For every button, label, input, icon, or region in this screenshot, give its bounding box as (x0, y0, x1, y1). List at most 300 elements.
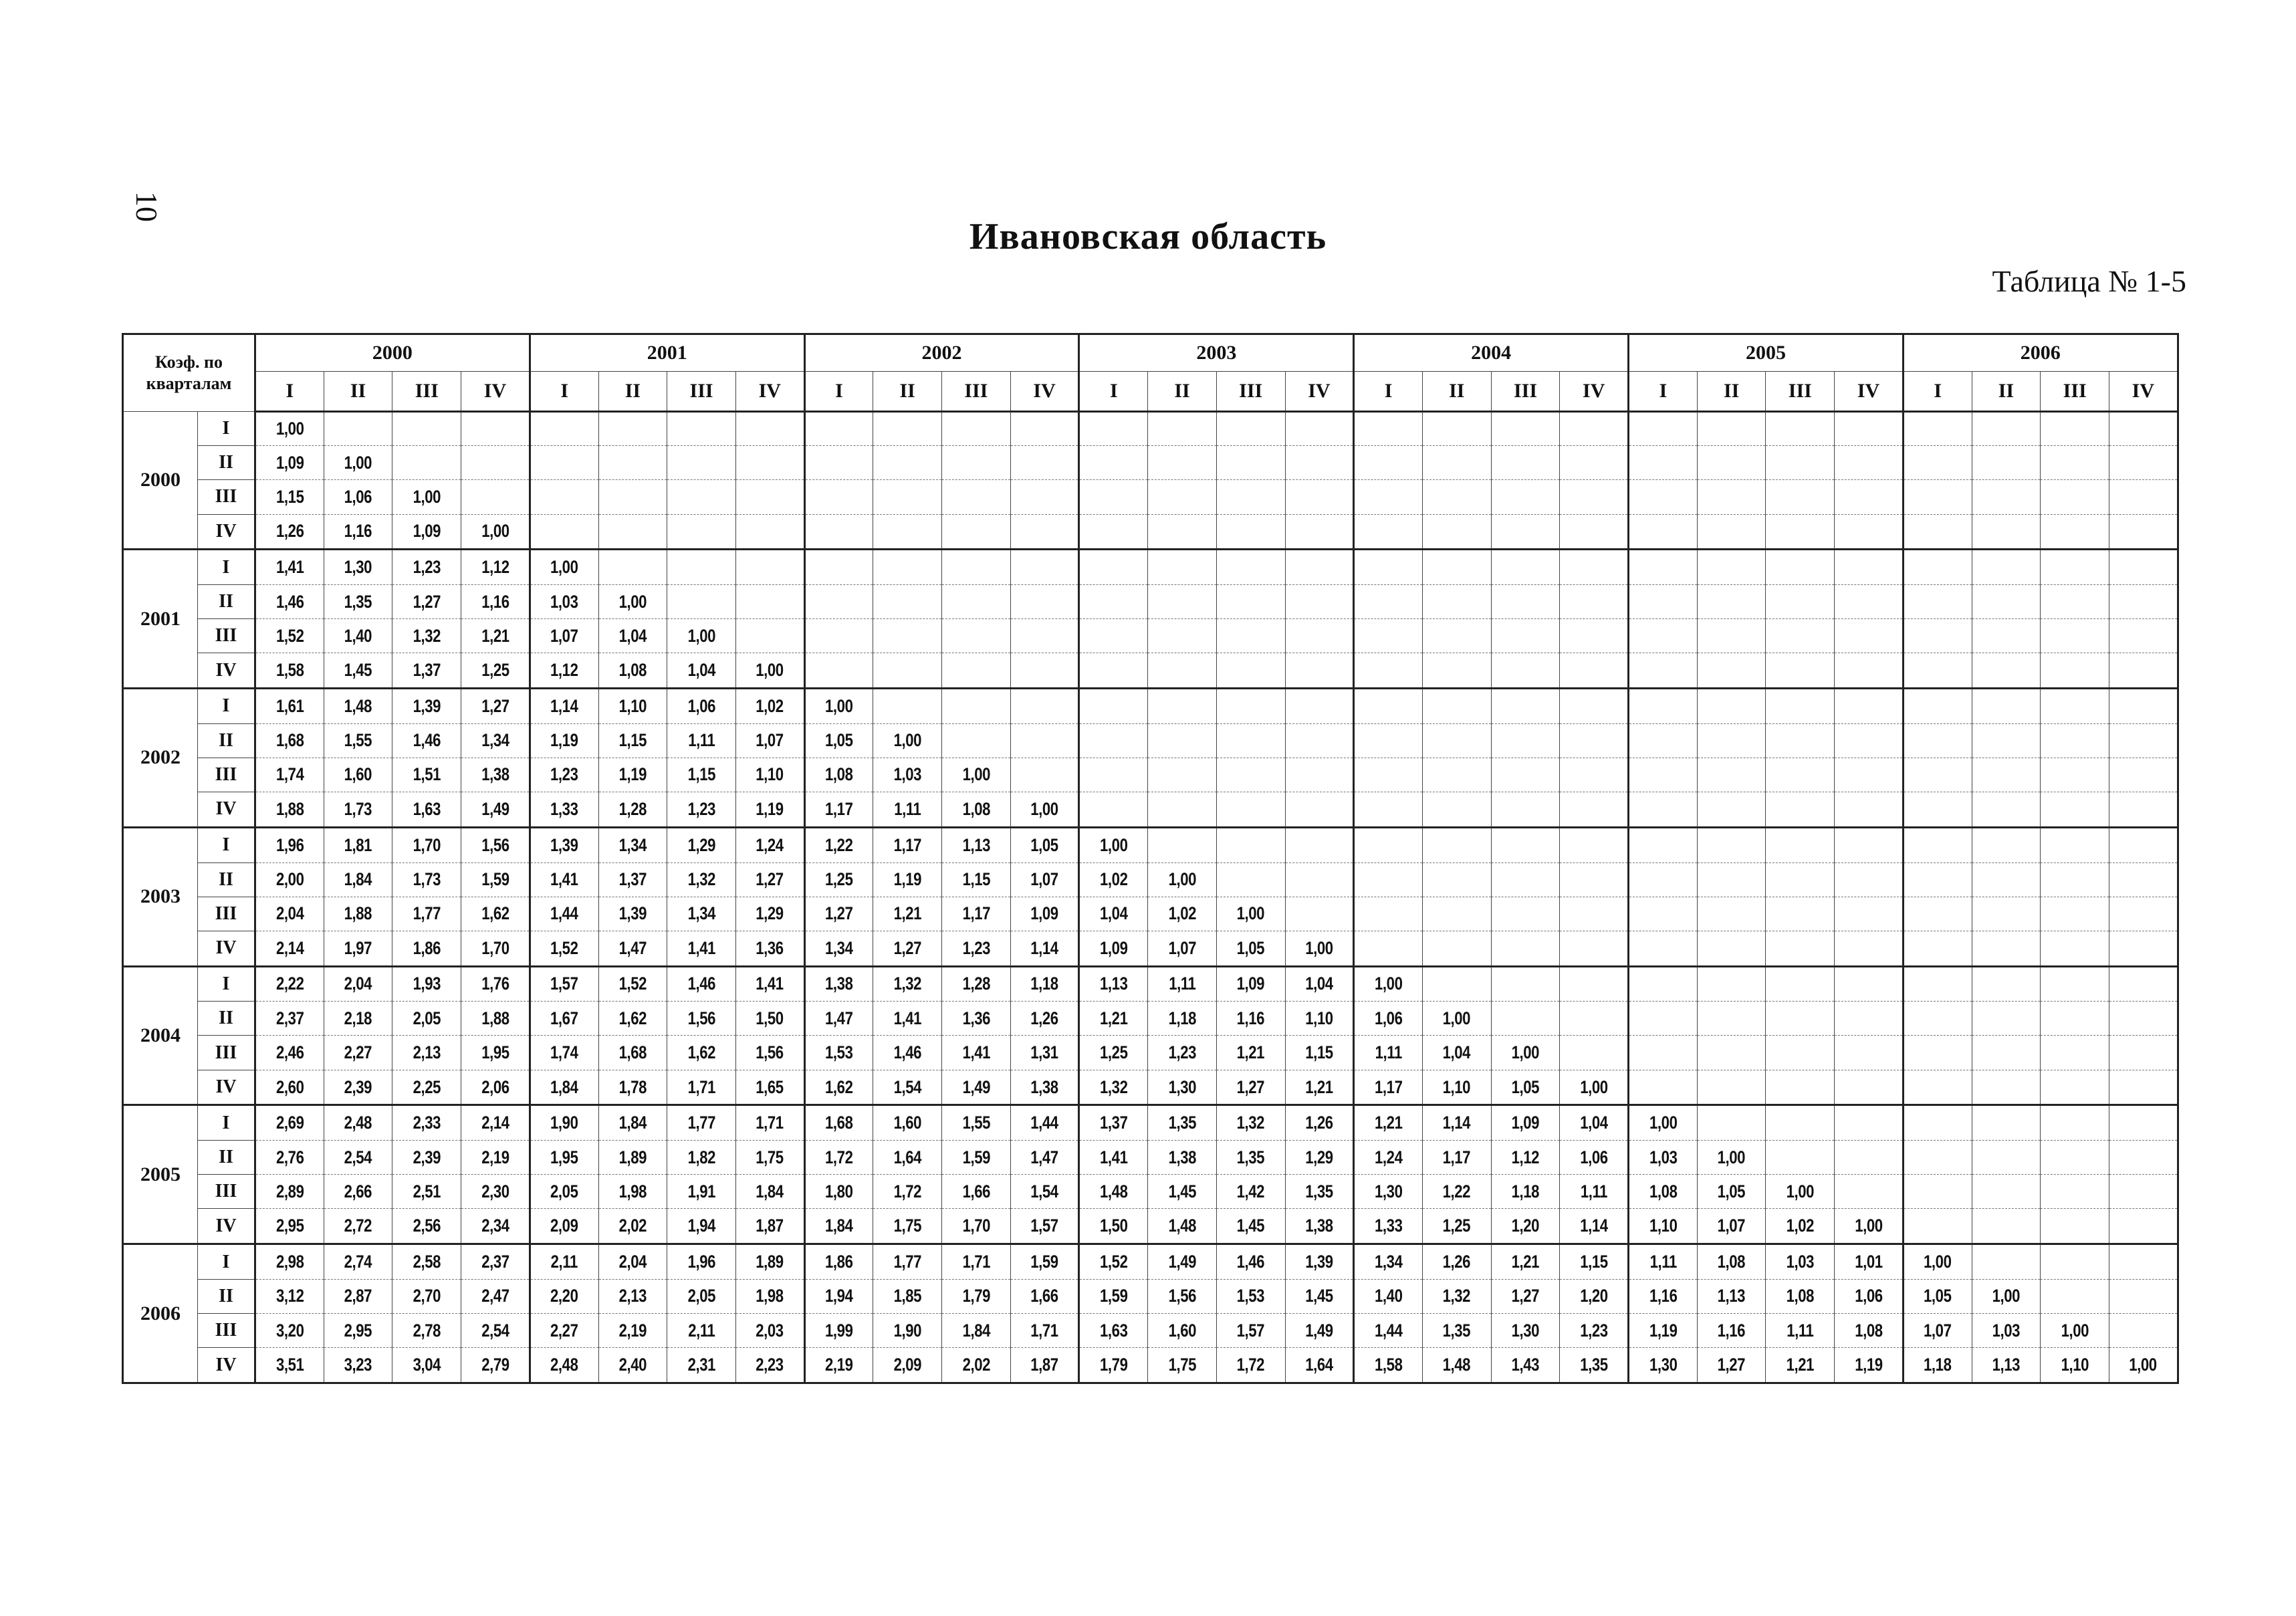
empty-cell (735, 480, 804, 514)
coefficient-cell: 1,36 (948, 1002, 1004, 1036)
empty-cell (1903, 1002, 1972, 1036)
coefficient-cell: 1,17 (810, 792, 867, 828)
coefficient-table (122, 333, 2179, 1384)
empty-cell (1903, 1036, 1972, 1070)
empty-cell (1216, 653, 1285, 689)
coefficient-cell: 1,45 (330, 653, 386, 689)
empty-cell (530, 480, 598, 514)
coefficient-cell: 2,37 (467, 1244, 524, 1280)
empty-cell (2109, 619, 2178, 653)
table-row (123, 1036, 2178, 1070)
empty-cell (392, 446, 461, 480)
empty-cell (2041, 862, 2109, 897)
coefficient-cell: 1,61 (261, 689, 318, 724)
row-quarter-label: II (198, 862, 255, 897)
coefficient-cell: 1,38 (467, 758, 524, 792)
empty-cell (1010, 412, 1079, 446)
row-quarter-label: IV (198, 1070, 255, 1105)
column-quarter-header: IV (1560, 372, 1629, 412)
empty-cell (1972, 619, 2041, 653)
coefficient-cell: 1,15 (1566, 1244, 1622, 1280)
coefficient-cell: 1,27 (1704, 1348, 1760, 1383)
coefficient-cell: 2,30 (467, 1175, 524, 1209)
column-year-header: 2006 (1903, 334, 2178, 372)
coefficient-cell: 2,48 (330, 1105, 386, 1141)
coefficient-cell: 1,11 (1360, 1036, 1416, 1070)
column-quarter-header: IV (735, 372, 804, 412)
empty-cell (1766, 550, 1835, 585)
empty-cell (1354, 897, 1423, 931)
coefficient-cell: 1,21 (1772, 1348, 1828, 1383)
coefficient-cell: 1,46 (261, 584, 318, 618)
coefficient-cell: 1,56 (673, 1002, 729, 1036)
coefficient-cell: 1,96 (261, 827, 318, 862)
empty-cell (804, 584, 873, 618)
coefficient-cell: 1,29 (1291, 1141, 1347, 1175)
empty-cell (2109, 653, 2178, 689)
coefficient-cell: 1,31 (1016, 1036, 1072, 1070)
empty-cell (2041, 1175, 2109, 1209)
coefficient-cell: 3,04 (398, 1348, 455, 1383)
coefficient-cell: 1,50 (742, 1002, 798, 1036)
coefficient-cell: 2,09 (536, 1209, 592, 1244)
coefficient-cell: 1,73 (398, 862, 455, 897)
empty-cell (1972, 1209, 2041, 1244)
empty-cell (1216, 480, 1285, 514)
empty-cell (1835, 931, 1904, 966)
coefficient-cell: 1,49 (1154, 1244, 1210, 1280)
empty-cell (1148, 446, 1217, 480)
coefficient-cell: 1,98 (604, 1175, 661, 1209)
empty-cell (2109, 862, 2178, 897)
empty-cell (1216, 446, 1285, 480)
empty-cell (2041, 1070, 2109, 1105)
empty-cell (1285, 446, 1354, 480)
coefficient-cell: 1,55 (330, 723, 386, 758)
column-quarter-header: II (1148, 372, 1217, 412)
coefficient-cell: 2,51 (398, 1175, 455, 1209)
coefficient-cell: 1,00 (1704, 1141, 1760, 1175)
coefficient-cell: 1,00 (1635, 1105, 1691, 1141)
empty-cell (1972, 1002, 2041, 1036)
empty-cell (1835, 412, 1904, 446)
coefficient-cell: 1,82 (673, 1141, 729, 1175)
empty-cell (1766, 514, 1835, 550)
empty-cell (1766, 862, 1835, 897)
row-year-label: 2000 (123, 412, 198, 550)
empty-cell (1835, 480, 1904, 514)
coefficient-cell: 1,00 (604, 584, 661, 618)
coefficient-cell: 1,32 (1223, 1105, 1279, 1141)
empty-cell (2041, 480, 2109, 514)
empty-cell (1972, 827, 2041, 862)
empty-cell (1629, 619, 1698, 653)
empty-cell (1629, 480, 1698, 514)
empty-cell (1491, 758, 1560, 792)
row-year-label: 2005 (123, 1105, 198, 1244)
coefficient-cell: 1,29 (742, 897, 798, 931)
coefficient-cell: 2,19 (604, 1314, 661, 1348)
coefficient-cell: 1,19 (604, 758, 661, 792)
coefficient-cell: 1,00 (536, 550, 592, 585)
coefficient-cell: 1,64 (879, 1141, 935, 1175)
coefficient-cell: 2,02 (948, 1348, 1004, 1383)
empty-cell (735, 550, 804, 585)
coefficient-cell: 1,62 (810, 1070, 867, 1105)
coefficient-cell: 1,16 (467, 584, 524, 618)
empty-cell (667, 446, 736, 480)
coefficient-cell: 1,41 (261, 550, 318, 585)
empty-cell (2109, 1314, 2178, 1348)
coefficient-cell: 2,46 (261, 1036, 318, 1070)
empty-cell (1354, 758, 1423, 792)
coefficient-cell: 2,39 (398, 1141, 455, 1175)
coefficient-cell: 1,23 (1154, 1036, 1210, 1070)
row-quarter-label: II (198, 1002, 255, 1036)
row-year-label: 2004 (123, 966, 198, 1105)
coefficient-cell: 1,39 (398, 689, 455, 724)
coefficient-cell: 1,37 (604, 862, 661, 897)
coefficient-cell: 2,72 (330, 1209, 386, 1244)
header-quarters-row (123, 372, 2178, 412)
coefficient-cell: 1,14 (1429, 1105, 1485, 1141)
empty-cell (1422, 723, 1491, 758)
header-years-row (123, 334, 2178, 372)
empty-cell (1285, 862, 1354, 897)
empty-cell (1903, 1105, 1972, 1141)
coefficient-cell: 1,81 (330, 827, 386, 862)
coefficient-cell: 1,64 (1291, 1348, 1347, 1383)
empty-cell (1216, 862, 1285, 897)
empty-cell (1903, 1070, 1972, 1105)
coefficient-cell: 1,68 (810, 1105, 867, 1141)
empty-cell (1079, 689, 1148, 724)
empty-cell (735, 446, 804, 480)
coefficient-cell: 2,11 (536, 1244, 592, 1280)
coefficient-cell: 1,20 (1566, 1279, 1622, 1313)
coefficient-cell: 1,00 (1291, 931, 1347, 966)
empty-cell (1354, 689, 1423, 724)
column-quarter-header: III (942, 372, 1011, 412)
coefficient-cell: 1,41 (536, 862, 592, 897)
empty-cell (804, 619, 873, 653)
table-row (123, 1141, 2178, 1175)
table-row (123, 723, 2178, 758)
empty-cell (1285, 550, 1354, 585)
empty-cell (1560, 792, 1629, 828)
coefficient-cell: 2,05 (536, 1175, 592, 1209)
coefficient-cell: 2,03 (742, 1314, 798, 1348)
coefficient-cell: 1,08 (604, 653, 661, 689)
table-row (123, 1175, 2178, 1209)
coefficient-cell: 1,54 (1016, 1175, 1072, 1209)
empty-cell (1285, 619, 1354, 653)
coefficient-cell: 1,00 (1360, 966, 1416, 1002)
coefficient-cell: 1,13 (1978, 1348, 2034, 1383)
coefficient-cell: 1,00 (1085, 827, 1141, 862)
coefficient-cell: 1,20 (1497, 1209, 1553, 1244)
coefficient-cell: 1,35 (1566, 1348, 1622, 1383)
coefficient-cell: 1,98 (742, 1279, 798, 1313)
coefficient-cell: 1,09 (261, 446, 318, 480)
row-year-label: 2003 (123, 827, 198, 966)
coefficient-cell: 1,68 (604, 1036, 661, 1070)
coefficient-cell: 1,40 (330, 619, 386, 653)
empty-cell (1560, 480, 1629, 514)
empty-cell (1491, 723, 1560, 758)
coefficient-cell: 1,36 (742, 931, 798, 966)
empty-cell (2041, 689, 2109, 724)
coefficient-cell: 2,56 (398, 1209, 455, 1244)
empty-cell (1148, 584, 1217, 618)
coefficient-cell: 1,09 (1223, 966, 1279, 1002)
table-row (123, 1209, 2178, 1244)
empty-cell (1697, 1105, 1766, 1141)
coefficient-cell: 1,17 (1429, 1141, 1485, 1175)
empty-cell (804, 514, 873, 550)
coefficient-cell: 1,39 (1291, 1244, 1347, 1280)
coefficient-cell: 1,41 (879, 1002, 935, 1036)
empty-cell (1972, 1141, 2041, 1175)
coefficient-cell: 1,80 (810, 1175, 867, 1209)
empty-cell (1903, 792, 1972, 828)
coefficient-cell: 2,40 (604, 1348, 661, 1383)
empty-cell (1972, 897, 2041, 931)
empty-cell (1079, 723, 1148, 758)
empty-cell (1422, 689, 1491, 724)
empty-cell (1766, 897, 1835, 931)
coefficient-cell: 1,08 (1704, 1244, 1760, 1280)
empty-cell (1835, 758, 1904, 792)
empty-cell (1422, 792, 1491, 828)
coefficient-cell: 1,13 (948, 827, 1004, 862)
empty-cell (2109, 1002, 2178, 1036)
empty-cell (1903, 480, 1972, 514)
coefficient-cell: 1,58 (261, 653, 318, 689)
coefficient-cell: 1,11 (1566, 1175, 1622, 1209)
coefficient-cell: 1,30 (1635, 1348, 1691, 1383)
empty-cell (873, 446, 942, 480)
empty-cell (1560, 619, 1629, 653)
empty-cell (667, 514, 736, 550)
column-quarter-header: I (1079, 372, 1148, 412)
coefficient-cell: 1,10 (1291, 1002, 1347, 1036)
coefficient-cell: 1,24 (742, 827, 798, 862)
coefficient-cell: 1,34 (604, 827, 661, 862)
empty-cell (1216, 550, 1285, 585)
table-row (123, 966, 2178, 1002)
coefficient-cell: 1,46 (398, 723, 455, 758)
coefficient-cell: 2,00 (261, 862, 318, 897)
coefficient-cell: 2,11 (673, 1314, 729, 1348)
coefficient-cell: 1,79 (1085, 1348, 1141, 1383)
empty-cell (1903, 1209, 1972, 1244)
coefficient-cell: 1,35 (1154, 1105, 1210, 1141)
table-row (123, 897, 2178, 931)
empty-cell (1491, 653, 1560, 689)
coefficient-cell: 1,41 (1085, 1141, 1141, 1175)
coefficient-cell: 1,79 (948, 1279, 1004, 1313)
empty-cell (1835, 966, 1904, 1002)
coefficient-cell: 1,30 (1154, 1070, 1210, 1105)
coefficient-cell: 1,48 (1154, 1209, 1210, 1244)
empty-cell (1560, 550, 1629, 585)
coefficient-cell: 1,52 (1085, 1244, 1141, 1280)
empty-cell (1972, 1244, 2041, 1280)
coefficient-cell: 1,02 (1085, 862, 1141, 897)
coefficient-cell: 2,89 (261, 1175, 318, 1209)
empty-cell (1972, 689, 2041, 724)
empty-cell (2041, 723, 2109, 758)
column-quarter-header: III (392, 372, 461, 412)
empty-cell (1903, 446, 1972, 480)
coefficient-cell: 1,78 (604, 1070, 661, 1105)
empty-cell (1285, 827, 1354, 862)
empty-cell (1972, 480, 2041, 514)
coefficient-cell: 1,19 (536, 723, 592, 758)
empty-cell (1903, 723, 1972, 758)
empty-cell (1903, 862, 1972, 897)
coefficient-cell: 1,41 (948, 1036, 1004, 1070)
empty-cell (1560, 689, 1629, 724)
empty-cell (1903, 1175, 1972, 1209)
empty-cell (1079, 653, 1148, 689)
row-quarter-label: IV (198, 1348, 255, 1383)
coefficient-cell: 2,19 (467, 1141, 524, 1175)
row-quarter-label: I (198, 412, 255, 446)
row-quarter-label: II (198, 723, 255, 758)
coefficient-cell: 1,16 (330, 514, 386, 550)
empty-cell (1629, 966, 1698, 1002)
empty-cell (1216, 758, 1285, 792)
coefficient-cell: 1,05 (810, 723, 867, 758)
coefficient-cell: 1,89 (742, 1244, 798, 1280)
coefficient-cell: 1,07 (742, 723, 798, 758)
empty-cell (1697, 1002, 1766, 1036)
empty-cell (942, 584, 1011, 618)
coefficient-cell: 1,88 (261, 792, 318, 828)
empty-cell (1285, 584, 1354, 618)
row-year-label: 2002 (123, 689, 198, 828)
empty-cell (1010, 480, 1079, 514)
table-row (123, 1279, 2178, 1313)
coefficient-cell: 2,13 (398, 1036, 455, 1070)
empty-cell (1216, 723, 1285, 758)
empty-cell (1766, 1105, 1835, 1141)
coefficient-cell: 1,26 (1291, 1105, 1347, 1141)
coefficient-cell: 3,51 (261, 1348, 318, 1383)
coefficient-cell: 1,89 (604, 1141, 661, 1175)
coefficient-cell: 1,30 (1497, 1314, 1553, 1348)
empty-cell (1697, 1070, 1766, 1105)
row-year-label: 2001 (123, 550, 198, 689)
row-year-label: 2006 (123, 1244, 198, 1383)
empty-cell (1010, 619, 1079, 653)
coefficient-cell: 1,71 (948, 1244, 1004, 1280)
empty-cell (2109, 1175, 2178, 1209)
empty-cell (461, 480, 530, 514)
empty-cell (1560, 412, 1629, 446)
coefficient-cell: 2,79 (467, 1348, 524, 1383)
coefficient-cell: 1,44 (1016, 1105, 1072, 1141)
empty-cell (1903, 966, 1972, 1002)
row-quarter-label: I (198, 1105, 255, 1141)
empty-cell (1697, 966, 1766, 1002)
empty-cell (2109, 1036, 2178, 1070)
empty-cell (1079, 619, 1148, 653)
empty-cell (461, 412, 530, 446)
empty-cell (1560, 966, 1629, 1002)
empty-cell (1148, 723, 1217, 758)
empty-cell (598, 480, 667, 514)
coefficient-cell: 1,00 (673, 619, 729, 653)
empty-cell (1697, 653, 1766, 689)
row-quarter-label: III (198, 1175, 255, 1209)
coefficient-cell: 1,49 (948, 1070, 1004, 1105)
empty-cell (1766, 827, 1835, 862)
coefficient-cell: 2,13 (604, 1279, 661, 1313)
empty-cell (1972, 723, 2041, 758)
empty-cell (942, 514, 1011, 550)
coefficient-cell: 1,84 (948, 1314, 1004, 1348)
coefficient-cell: 1,59 (1016, 1244, 1072, 1280)
empty-cell (942, 550, 1011, 585)
empty-cell (1972, 1105, 2041, 1141)
empty-cell (1903, 514, 1972, 550)
coefficient-cell: 1,14 (1016, 931, 1072, 966)
coefficient-cell: 1,88 (467, 1002, 524, 1036)
coefficient-cell: 1,23 (536, 758, 592, 792)
coefficient-cell: 1,21 (1360, 1105, 1416, 1141)
table-row (123, 412, 2178, 446)
empty-cell (1629, 897, 1698, 931)
empty-cell (1148, 792, 1217, 828)
coefficient-cell: 1,00 (948, 758, 1004, 792)
coefficient-cell: 1,27 (398, 584, 455, 618)
empty-cell (1629, 758, 1698, 792)
empty-cell (2041, 1209, 2109, 1244)
coefficient-cell: 1,55 (948, 1105, 1004, 1141)
coefficient-cell: 1,46 (879, 1036, 935, 1070)
empty-cell (2109, 1209, 2178, 1244)
empty-cell (1491, 550, 1560, 585)
coefficient-cell: 3,20 (261, 1314, 318, 1348)
empty-cell (1422, 966, 1491, 1002)
empty-cell (1354, 862, 1423, 897)
coefficient-cell: 1,00 (1497, 1036, 1553, 1070)
coefficient-cell: 1,04 (1085, 897, 1141, 931)
coefficient-cell: 1,09 (1085, 931, 1141, 966)
empty-cell (1148, 653, 1217, 689)
coefficient-cell: 1,38 (810, 966, 867, 1002)
empty-cell (1697, 827, 1766, 862)
coefficient-cell: 1,05 (1497, 1070, 1553, 1105)
coefficient-cell: 1,18 (1497, 1175, 1553, 1209)
coefficient-cell: 1,75 (1154, 1348, 1210, 1383)
table-row (123, 1348, 2178, 1383)
empty-cell (1835, 1105, 1904, 1141)
coefficient-cell: 1,50 (1085, 1209, 1141, 1244)
empty-cell (2109, 827, 2178, 862)
empty-cell (392, 412, 461, 446)
coefficient-cell: 1,38 (1016, 1070, 1072, 1105)
coefficient-cell: 1,00 (398, 480, 455, 514)
coefficient-cell: 2,98 (261, 1244, 318, 1280)
coefficient-cell: 1,07 (1154, 931, 1210, 966)
coefficient-cell: 1,62 (604, 1002, 661, 1036)
empty-cell (804, 653, 873, 689)
coefficient-cell: 1,06 (673, 689, 729, 724)
